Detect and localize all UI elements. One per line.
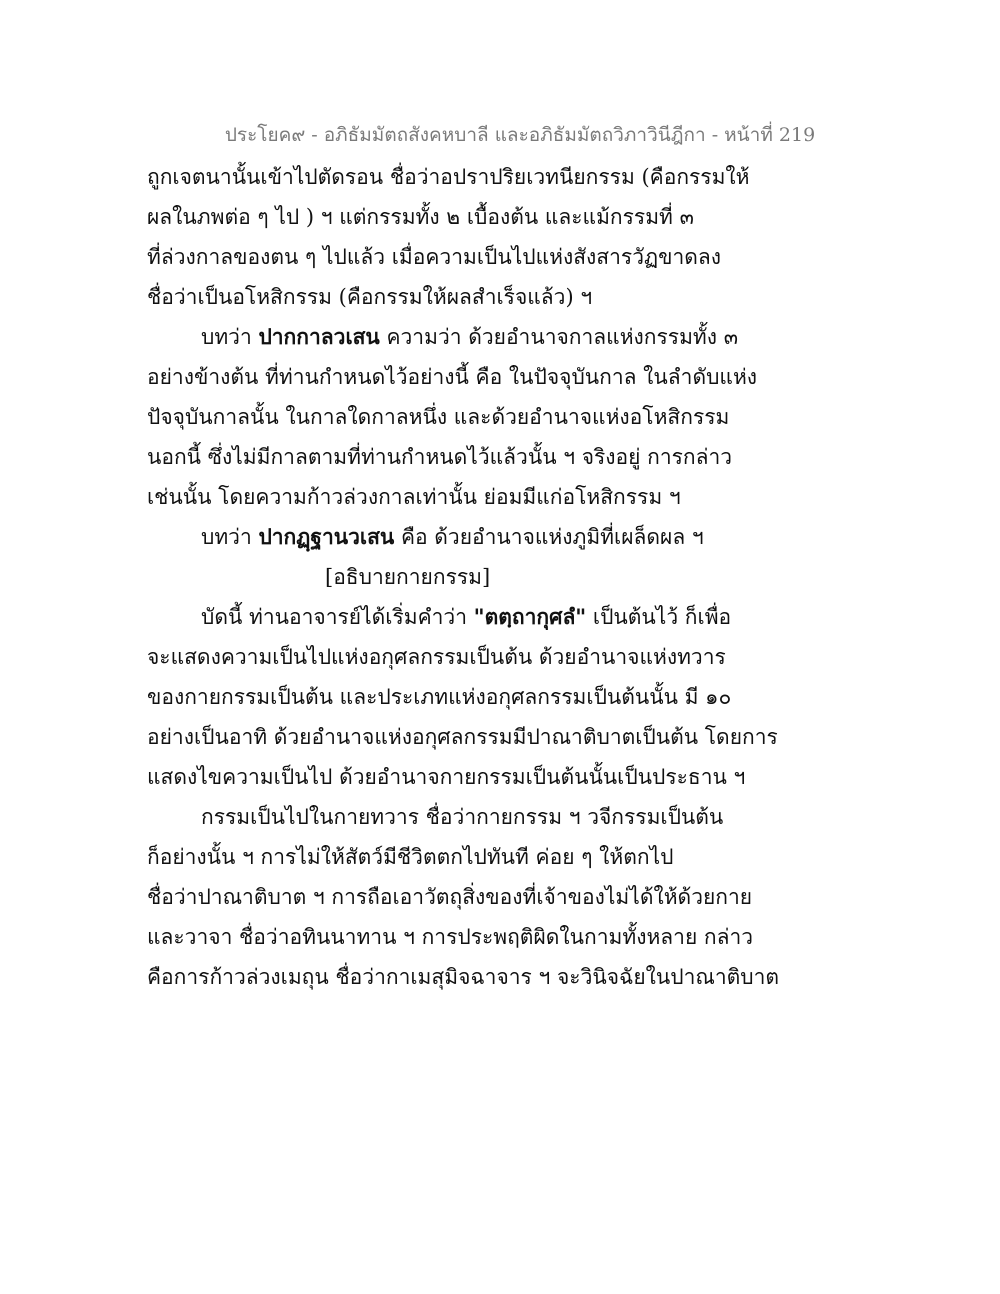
running-header: ประโยค๙ - อภิธัมมัตถสังคหบาลี และอภิธัมมัตถวิภาวินีฎีกา - หน้าที่ 219: [224, 124, 816, 146]
line-suffix: คือ ด้วยอำนาจแห่งภูมิที่เผล็ดผล ฯ: [394, 525, 704, 549]
text-line: นอกนี้ ซึ่งไม่มีกาลตามที่ท่านกำหนดไว้แล้วนั้น ฯ จริงอยู่ การกล่าว: [147, 445, 733, 469]
line-prefix: บัดนี้ ท่านอาจารย์ได้เริ่มคำว่า: [201, 605, 474, 629]
text-line: และวาจา ชื่อว่าอทินนาทาน ฯ การประพฤติผิดในกามทั้งหลาย กล่าว: [147, 925, 754, 949]
text-line: ชื่อว่าเป็นอโหสิกรรม (คือกรรมให้ผลสำเร็จแล้ว) ฯ: [147, 285, 593, 309]
text-line: ผลในภพต่อ ๆ ไป ) ฯ แต่กรรมทั้ง ๒ เบื้องต้น และแม้กรรมที่ ๓: [147, 205, 694, 229]
text-line: ชื่อว่าปาณาติบาต ฯ การถือเอาวัตถุสิ่งของที่เจ้าของไม่ได้ให้ด้วยกาย: [147, 885, 753, 909]
text-line: อย่างข้างต้น ที่ท่านกำหนดไว้อย่างนี้ คือ ในปัจจุบันกาล ในลำดับแห่ง: [147, 365, 758, 389]
text-line: เช่นนั้น โดยความก้าวล่วงกาลเท่านั้น ย่อมมีแก่อโหสิกรรม ฯ: [147, 485, 681, 509]
text-line: ปัจจุบันกาลนั้น ในกาลใดกาลหนึ่ง และด้วยอำนาจแห่งอโหสิกรรม: [147, 405, 730, 429]
line-prefix: บทว่า: [201, 525, 259, 549]
bold-term: ปากฏฺฐานวเสน: [258, 524, 395, 549]
bold-term: "ตตฺถากุศลํ": [473, 604, 587, 629]
text-line: ของกายกรรมเป็นต้น และประเภทแห่งอกุศลกรรมเป็นต้นนั้น มี ๑๐: [147, 685, 732, 709]
text-line: คือการก้าวล่วงเมถุน ชื่อว่ากาเมสุมิจฉาจาร ฯ จะวินิจฉัยในปาณาติบาต: [147, 965, 780, 989]
paragraph-start-line: กรรมเป็นไปในกายทวาร ชื่อว่ากายกรรม ฯ วจีกรรมเป็นต้น: [201, 805, 724, 829]
paragraph-start-line: [147, 317, 867, 357]
text-line: แสดงไขความเป็นไป ด้วยอำนาจกายกรรมเป็นต้นนั้นเป็นประธาน ฯ: [147, 765, 746, 789]
text-line: ก็อย่างนั้น ฯ การไม่ให้สัตว์มีชีวิตตกไปทันที ค่อย ๆ ให้ตกไป: [147, 845, 674, 869]
body-text: [147, 157, 867, 997]
bold-term: ปากกาลวเสน: [258, 324, 380, 349]
text-line: จะแสดงความเป็นไปแห่งอกุศลกรรมเป็นต้น ด้วยอำนาจแห่งทวาร: [147, 645, 726, 669]
text-line: ที่ล่วงกาลของตน ๆ ไปแล้ว เมื่อความเป็นไปแห่งสังสารวัฏขาดลง: [147, 245, 721, 269]
section-heading: [อธิบายกายกรรม]: [325, 565, 491, 589]
text-line: ถูกเจตนานั้นเข้าไปตัดรอน ชื่อว่าอปราปริยเวทนียกรรม (คือกรรมให้: [147, 165, 750, 189]
line-suffix: เป็นต้นไว้ ก็เพื่อ: [586, 605, 732, 629]
line-suffix: ความว่า ด้วยอำนาจกาลแห่งกรรมทั้ง ๓: [379, 325, 739, 349]
text-line: อย่างเป็นอาทิ ด้วยอำนาจแห่งอกุศลกรรมมีปาณาติบาตเป็นต้น โดยการ: [147, 725, 778, 749]
paragraph-start-line: [147, 517, 867, 557]
paragraph-start-line: [147, 597, 867, 637]
line-prefix: บทว่า: [201, 325, 259, 349]
